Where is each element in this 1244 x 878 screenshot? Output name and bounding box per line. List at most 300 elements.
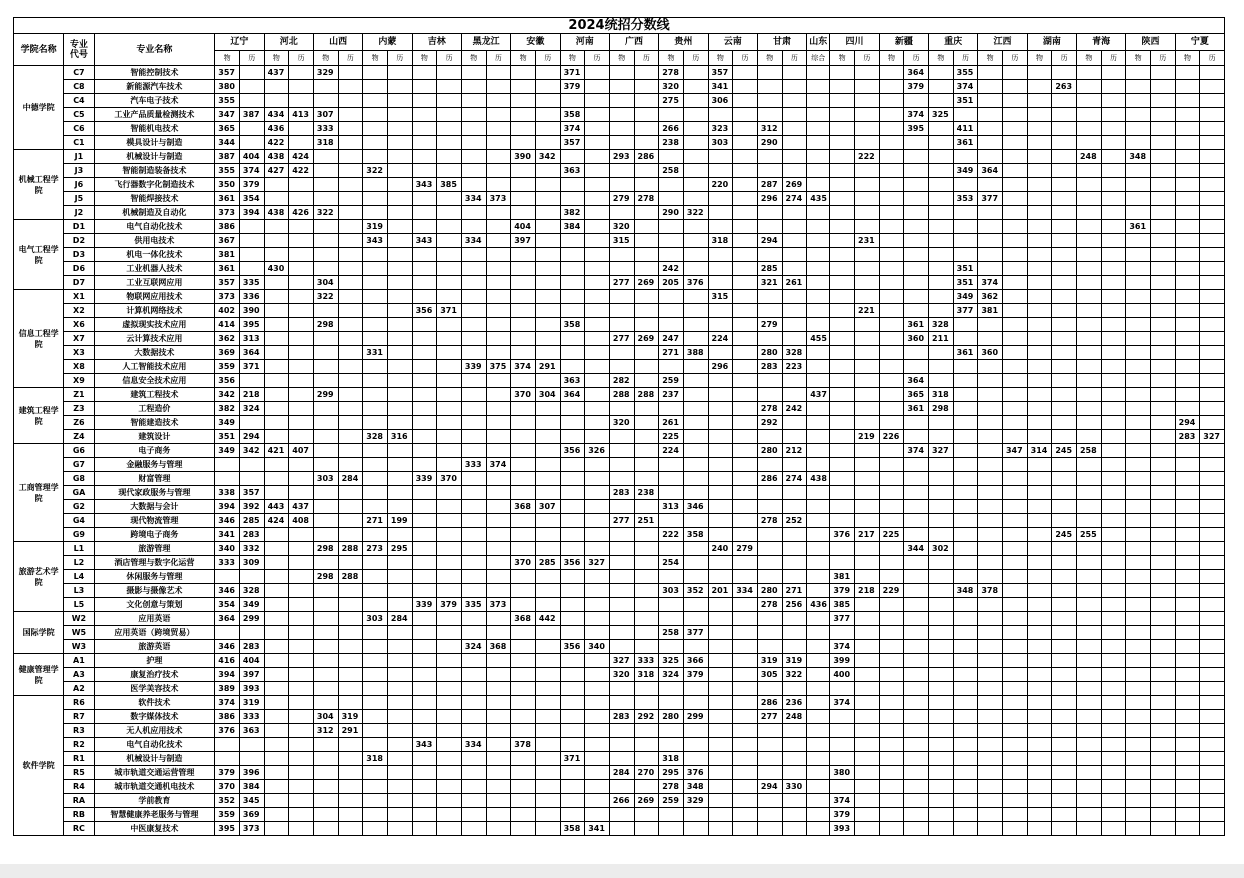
score-cell (1027, 262, 1052, 276)
score-cell (239, 570, 264, 584)
score-cell (560, 192, 585, 206)
score-cell (659, 178, 684, 192)
score-cell (289, 752, 314, 766)
score-cell (560, 276, 585, 290)
score-cell (1175, 192, 1200, 206)
score-cell: 245 (1052, 528, 1077, 542)
score-cell: 355 (215, 94, 240, 108)
score-cell (1126, 290, 1151, 304)
score-cell: 368 (511, 612, 536, 626)
score-cell (511, 122, 536, 136)
score-cell (338, 668, 363, 682)
score-cell (585, 794, 610, 808)
score-cell (953, 738, 978, 752)
score-cell (1002, 150, 1027, 164)
score-cell (1126, 808, 1151, 822)
score-cell (855, 164, 880, 178)
score-cell (363, 192, 388, 206)
score-cell (978, 654, 1003, 668)
score-cell (929, 346, 954, 360)
score-cell (830, 276, 855, 290)
score-cell (535, 94, 560, 108)
score-cell (1126, 752, 1151, 766)
score-cell (1027, 654, 1052, 668)
table-row (14, 304, 1225, 318)
score-cell (659, 290, 684, 304)
score-cell (560, 94, 585, 108)
score-cell (1175, 514, 1200, 528)
score-cell (904, 360, 929, 374)
score-cell (978, 682, 1003, 696)
score-cell (659, 150, 684, 164)
score-cell (609, 752, 634, 766)
score-cell (387, 122, 412, 136)
score-cell (338, 388, 363, 402)
score-cell (437, 360, 462, 374)
score-cell (683, 640, 708, 654)
score-cell: 251 (634, 514, 659, 528)
score-cell (978, 94, 1003, 108)
score-cell: 381 (978, 304, 1003, 318)
score-cell (830, 500, 855, 514)
header-subject-physics: 物 (757, 51, 782, 66)
score-cell (1175, 248, 1200, 262)
score-cell: 364 (215, 612, 240, 626)
score-cell (855, 360, 880, 374)
score-cell: 277 (609, 276, 634, 290)
score-cell: 379 (215, 766, 240, 780)
score-cell (264, 472, 289, 486)
score-cell (708, 696, 733, 710)
score-cell (659, 808, 684, 822)
score-cell (486, 304, 511, 318)
score-cell: 212 (782, 444, 807, 458)
score-cell (264, 430, 289, 444)
score-cell (683, 192, 708, 206)
score-cell: 370 (511, 388, 536, 402)
score-cell (879, 122, 904, 136)
major-code: A3 (64, 668, 94, 682)
score-cell (437, 570, 462, 584)
score-cell: 369 (239, 808, 264, 822)
score-cell (782, 794, 807, 808)
major-name: 智能制造装备技术 (94, 164, 215, 178)
score-cell (585, 206, 610, 220)
score-cell (807, 514, 830, 528)
score-cell (1175, 556, 1200, 570)
score-cell (387, 248, 412, 262)
score-cell (929, 752, 954, 766)
score-cell: 219 (855, 430, 880, 444)
score-cell (1175, 94, 1200, 108)
score-cell (1052, 710, 1077, 724)
score-cell (978, 752, 1003, 766)
score-cell (1101, 206, 1126, 220)
score-cell (585, 262, 610, 276)
score-cell (363, 416, 388, 430)
major-code: A1 (64, 654, 94, 668)
score-cell (757, 626, 782, 640)
score-cell (807, 738, 830, 752)
score-cell: 312 (313, 724, 338, 738)
score-cell (313, 458, 338, 472)
score-cell (338, 66, 363, 80)
score-cell (733, 640, 758, 654)
score-cell (953, 542, 978, 556)
score-cell (1101, 290, 1126, 304)
score-cell (560, 682, 585, 696)
score-cell (1175, 780, 1200, 794)
score-cell (535, 430, 560, 444)
score-cell (1126, 430, 1151, 444)
score-cell: 229 (879, 584, 904, 598)
score-cell (1101, 192, 1126, 206)
score-cell (585, 514, 610, 528)
score-cell (1027, 346, 1052, 360)
table-row (14, 360, 1225, 374)
score-cell (338, 696, 363, 710)
score-cell (1101, 332, 1126, 346)
score-cell (1052, 738, 1077, 752)
score-cell (807, 66, 830, 80)
score-cell (585, 626, 610, 640)
score-cell: 299 (239, 612, 264, 626)
table-row (14, 570, 1225, 584)
score-cell (461, 752, 486, 766)
score-cell (437, 66, 462, 80)
score-cell (879, 416, 904, 430)
score-cell (1002, 374, 1027, 388)
score-cell: 349 (953, 164, 978, 178)
score-cell (1101, 486, 1126, 500)
score-cell (855, 136, 880, 150)
score-cell (855, 290, 880, 304)
header-subject-history: 历 (634, 51, 659, 66)
score-cell (757, 80, 782, 94)
score-cell (683, 556, 708, 570)
score-cell: 328 (239, 584, 264, 598)
score-cell (239, 472, 264, 486)
score-cell (733, 136, 758, 150)
score-cell: 363 (560, 164, 585, 178)
score-cell (879, 150, 904, 164)
score-cell: 426 (289, 206, 314, 220)
score-cell: 293 (609, 150, 634, 164)
score-cell (363, 766, 388, 780)
score-cell (708, 374, 733, 388)
score-cell (1150, 66, 1175, 80)
score-cell: 342 (239, 444, 264, 458)
score-cell (585, 290, 610, 304)
score-cell (585, 360, 610, 374)
score-cell (879, 738, 904, 752)
score-cell (855, 570, 880, 584)
score-cell (683, 332, 708, 346)
major-name: 工业机器人技术 (94, 262, 215, 276)
score-cell (733, 290, 758, 304)
score-cell (511, 206, 536, 220)
score-cell (1200, 696, 1225, 710)
major-code: J1 (64, 150, 94, 164)
table-row (14, 668, 1225, 682)
major-code: D2 (64, 234, 94, 248)
score-cell (683, 514, 708, 528)
score-cell (264, 738, 289, 752)
score-cell: 341 (585, 822, 610, 836)
score-cell (708, 304, 733, 318)
score-cell (338, 276, 363, 290)
score-cell (387, 66, 412, 80)
score-cell (560, 780, 585, 794)
score-cell (1150, 108, 1175, 122)
score-cell: 247 (659, 332, 684, 346)
score-cell (585, 304, 610, 318)
score-cell: 360 (904, 332, 929, 346)
score-cell (535, 80, 560, 94)
score-cell (782, 220, 807, 234)
score-cell: 280 (757, 444, 782, 458)
score-cell (461, 542, 486, 556)
score-cell (338, 458, 363, 472)
score-cell (904, 766, 929, 780)
score-cell (264, 822, 289, 836)
score-cell (535, 472, 560, 486)
score-cell (1101, 654, 1126, 668)
score-cell (363, 500, 388, 514)
score-cell (313, 374, 338, 388)
score-cell (560, 738, 585, 752)
score-cell (1200, 458, 1225, 472)
score-cell (904, 738, 929, 752)
score-cell (289, 612, 314, 626)
score-cell: 380 (215, 80, 240, 94)
score-cell (855, 626, 880, 640)
score-cell: 318 (708, 234, 733, 248)
score-cell (1150, 290, 1175, 304)
major-code: RB (64, 808, 94, 822)
score-cell (708, 388, 733, 402)
score-cell (1175, 206, 1200, 220)
score-cell (264, 584, 289, 598)
score-cell (953, 598, 978, 612)
score-cell (683, 682, 708, 696)
score-cell (1076, 66, 1101, 80)
score-cell (733, 374, 758, 388)
score-cell: 226 (879, 430, 904, 444)
table-row (14, 332, 1225, 346)
score-cell (387, 682, 412, 696)
score-cell (757, 556, 782, 570)
score-cell (830, 626, 855, 640)
score-cell (953, 234, 978, 248)
score-cell: 356 (412, 304, 437, 318)
score-cell (1150, 626, 1175, 640)
score-cell (585, 248, 610, 262)
header-province: 江西 (978, 34, 1027, 51)
score-cell (1002, 430, 1027, 444)
score-cell: 358 (560, 822, 585, 836)
score-cell (1076, 430, 1101, 444)
score-cell (855, 248, 880, 262)
score-cell (1027, 556, 1052, 570)
major-code: Z3 (64, 402, 94, 416)
major-name: 现代家政服务与管理 (94, 486, 215, 500)
score-cell (437, 738, 462, 752)
score-cell (1027, 612, 1052, 626)
score-cell (486, 206, 511, 220)
score-cell (560, 290, 585, 304)
score-cell (1150, 192, 1175, 206)
score-cell (683, 262, 708, 276)
score-cell (807, 724, 830, 738)
score-cell: 356 (560, 444, 585, 458)
score-cell (1076, 332, 1101, 346)
major-name: 工业产品质量检测技术 (94, 108, 215, 122)
score-cell (486, 220, 511, 234)
score-cell (461, 206, 486, 220)
score-cell (387, 318, 412, 332)
score-cell (535, 528, 560, 542)
major-name: 机电一体化技术 (94, 248, 215, 262)
score-cell (338, 500, 363, 514)
score-cell: 395 (904, 122, 929, 136)
score-cell (879, 654, 904, 668)
header-province: 安徽 (511, 34, 560, 51)
score-cell: 313 (239, 332, 264, 346)
score-cell (511, 780, 536, 794)
score-cell (363, 780, 388, 794)
score-cell (338, 248, 363, 262)
score-cell (437, 318, 462, 332)
score-cell: 402 (215, 304, 240, 318)
score-cell (879, 304, 904, 318)
score-cell: 298 (313, 318, 338, 332)
score-cell (1150, 122, 1175, 136)
major-code: L1 (64, 542, 94, 556)
score-cell (461, 472, 486, 486)
score-cell (1027, 122, 1052, 136)
score-cell (338, 794, 363, 808)
score-cell (1002, 514, 1027, 528)
score-cell (289, 696, 314, 710)
score-cell (904, 94, 929, 108)
major-code: X1 (64, 290, 94, 304)
score-cell (609, 458, 634, 472)
score-cell (412, 486, 437, 500)
score-cell (1175, 178, 1200, 192)
score-cell (807, 458, 830, 472)
score-cell (585, 402, 610, 416)
score-cell (807, 206, 830, 220)
score-cell (1126, 668, 1151, 682)
score-cell (978, 696, 1003, 710)
score-cell (560, 178, 585, 192)
table-row (14, 822, 1225, 836)
score-cell: 353 (953, 192, 978, 206)
score-cell (535, 822, 560, 836)
score-cell (486, 724, 511, 738)
score-cell (830, 738, 855, 752)
score-cell (1200, 654, 1225, 668)
score-cell (313, 332, 338, 346)
score-cell (904, 150, 929, 164)
score-cell (855, 654, 880, 668)
score-cell: 292 (634, 710, 659, 724)
score-cell (1175, 668, 1200, 682)
score-cell (511, 794, 536, 808)
score-cell (708, 780, 733, 794)
score-cell (757, 640, 782, 654)
table-row (14, 80, 1225, 94)
score-cell (313, 584, 338, 598)
major-code: C1 (64, 136, 94, 150)
header-subject-physics: 物 (879, 51, 904, 66)
score-cell (830, 150, 855, 164)
score-cell (683, 808, 708, 822)
score-cell (289, 262, 314, 276)
score-cell (1076, 346, 1101, 360)
score-cell: 285 (535, 556, 560, 570)
score-cell (1150, 612, 1175, 626)
score-cell (879, 612, 904, 626)
score-cell (1200, 318, 1225, 332)
score-cell (879, 696, 904, 710)
score-cell (879, 780, 904, 794)
score-cell (708, 724, 733, 738)
score-cell (412, 640, 437, 654)
major-code: G2 (64, 500, 94, 514)
score-cell (1027, 738, 1052, 752)
score-cell: 356 (560, 556, 585, 570)
score-cell (289, 80, 314, 94)
score-cell (511, 752, 536, 766)
score-cell (683, 94, 708, 108)
score-cell (609, 80, 634, 94)
score-cell (978, 794, 1003, 808)
score-cell (1027, 388, 1052, 402)
score-cell (486, 388, 511, 402)
score-cell (634, 304, 659, 318)
score-cell (486, 738, 511, 752)
score-cell: 255 (1076, 528, 1101, 542)
score-cell (830, 290, 855, 304)
score-cell: 298 (313, 570, 338, 584)
score-cell (313, 416, 338, 430)
score-cell (879, 332, 904, 346)
score-cell (929, 500, 954, 514)
score-cell: 408 (289, 514, 314, 528)
score-cell (387, 724, 412, 738)
table-row (14, 276, 1225, 290)
score-cell (338, 766, 363, 780)
score-cell (978, 80, 1003, 94)
score-cell (486, 430, 511, 444)
score-cell (338, 332, 363, 346)
score-cell (1175, 570, 1200, 584)
score-cell (855, 416, 880, 430)
score-cell (412, 122, 437, 136)
score-cell (782, 164, 807, 178)
score-cell (585, 458, 610, 472)
score-cell (511, 710, 536, 724)
score-cell (1076, 542, 1101, 556)
score-cell (1200, 542, 1225, 556)
score-cell (1027, 808, 1052, 822)
score-cell (683, 724, 708, 738)
score-cell (708, 528, 733, 542)
score-cell (634, 248, 659, 262)
score-cell (904, 234, 929, 248)
